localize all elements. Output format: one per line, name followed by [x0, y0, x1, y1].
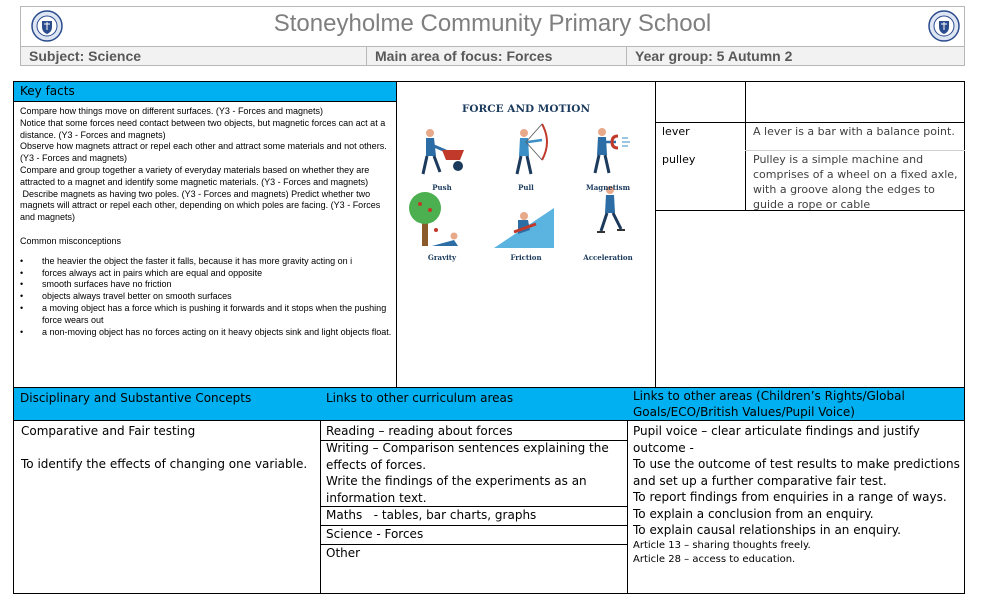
key-fact-2: Notice that some forces need contact between two objects, but magnetic forces can act at a distance. (Y3 - Forces and magnets)	[20, 117, 386, 140]
concepts-line-2: To identify the effects of changing one variable.	[21, 457, 308, 471]
curriculum-reading: Reading – reading about forces	[326, 424, 513, 438]
key-facts-list	[20, 106, 392, 338]
key-facts-panel	[13, 81, 397, 388]
push-illustration	[423, 129, 464, 174]
subject-row	[20, 46, 965, 66]
other-area-line: To explain a conclusion from an enquiry.	[633, 506, 874, 521]
vocab-def-lever: A lever is a bar with a balance point.	[753, 125, 955, 138]
key-facts-heading: Key facts	[14, 82, 396, 102]
label-pull: Pull	[518, 183, 534, 192]
other-area-line: To report findings from enquiries in a range of ways.	[633, 490, 947, 504]
vocab-row-line-2	[745, 150, 965, 151]
label-gravity: Gravity	[427, 253, 457, 262]
other-area-line: Pupil voice – clear articulate findings and justify outcome -	[633, 424, 920, 455]
concepts-panel	[13, 387, 321, 594]
pull-illustration	[517, 124, 547, 174]
curriculum-writing: Writing – Comparison sentences explaining the effects of forces.	[326, 441, 609, 472]
key-fact-5: Describe magnets as having two poles. (Y3 - Forces and magnets) Predict whether two magnets will attract or repel each other, depending on which poles are facing. (Y3 - Forces and magnets)	[20, 188, 383, 223]
other-areas-panel	[627, 387, 965, 594]
misconceptions-list	[20, 256, 392, 339]
other-area-line: To explain causal relationships in an enquiry.	[633, 523, 901, 537]
misconception-item: • objects always travel better on smooth surfaces	[20, 291, 392, 303]
vocab-def-pulley: Pulley is a simple machine and comprises of a wheel on a fixed axle, with a groove along the edges to guide a rope or cable	[753, 153, 958, 211]
misconception-item: • a moving object has a force which is pushing it forwards and it stops when the pushing force wears out	[20, 303, 392, 327]
misconception-item: • smooth surfaces have no friction	[20, 279, 392, 291]
force-motion-illustration	[396, 120, 654, 320]
vocab-col-divider	[745, 81, 746, 211]
gravity-illustration	[409, 192, 458, 246]
label-friction: Friction	[510, 253, 542, 262]
article-13: Article 13 – sharing thoughts freely.	[633, 540, 811, 551]
school-title: Stoneyholme Community Primary School	[20, 6, 965, 46]
key-fact-3: Observe how magnets attract or repel each other and attract some materials and not others. (Y3 - Forces and magnets)	[20, 141, 387, 164]
curriculum-line	[320, 544, 627, 545]
other-area-line: To use the outcome of test results to make predictions and set up a further comparative fair test.	[633, 457, 960, 488]
focus-label: Main area of focus: Forces	[367, 47, 627, 65]
curriculum-science: Science - Forces	[326, 527, 424, 541]
misconceptions-heading: Common misconceptions	[20, 235, 122, 246]
label-push: Push	[432, 183, 452, 192]
year-label: Year group: 5 Autumn 2	[635, 48, 793, 64]
curriculum-other: Other	[326, 546, 361, 560]
vocab-term-pulley: pulley	[662, 153, 696, 166]
other-areas-list	[633, 423, 963, 539]
misconception-item: • forces always act in pairs which are equal and opposite	[20, 268, 392, 280]
article-28: Article 28 – access to education.	[633, 554, 796, 565]
curriculum-writing-2: Write the findings of the experiments as an information text.	[326, 474, 587, 505]
label-magnetism: Magnetism	[586, 183, 630, 192]
key-fact-4: Compare and group together a variety of everyday materials based on whether they are attracted to a magnet and identify some magnetic materials. (Y3 - Forces and magnets)	[20, 164, 370, 187]
magnetism-illustration	[595, 128, 630, 173]
curriculum-panel	[320, 387, 628, 594]
force-motion-image-panel	[396, 81, 656, 388]
misconception-item: • the heavier the object the faster it falls, because it has more gravity acting on i	[20, 256, 392, 268]
friction-illustration	[494, 208, 554, 248]
other-areas-heading: Links to other areas (Children’s Rights/Global Goals/ECO/British Values/Pupil Voice)	[627, 388, 964, 421]
concepts-line-1: Comparative and Fair testing	[21, 424, 196, 438]
curriculum-heading: Links to other curriculum areas	[320, 388, 627, 421]
misconception-item: • a non-moving object has no forces acting on it heavy objects sink and light objects float.	[20, 327, 392, 339]
acceleration-illustration	[597, 186, 625, 232]
label-acceleration: Acceleration	[583, 253, 633, 262]
vocab-term-lever: lever	[662, 125, 690, 138]
force-motion-title: FORCE AND MOTION	[461, 103, 591, 115]
vocab-row-line-1	[655, 122, 965, 123]
subject-label: Subject: Science	[21, 47, 367, 65]
concepts-heading: Disciplinary and Substantive Concepts	[14, 388, 320, 421]
key-fact-1: Compare how things move on different surfaces. (Y3 - Forces and magnets)	[20, 106, 323, 116]
curriculum-maths: Maths - tables, bar charts, graphs	[326, 508, 537, 522]
